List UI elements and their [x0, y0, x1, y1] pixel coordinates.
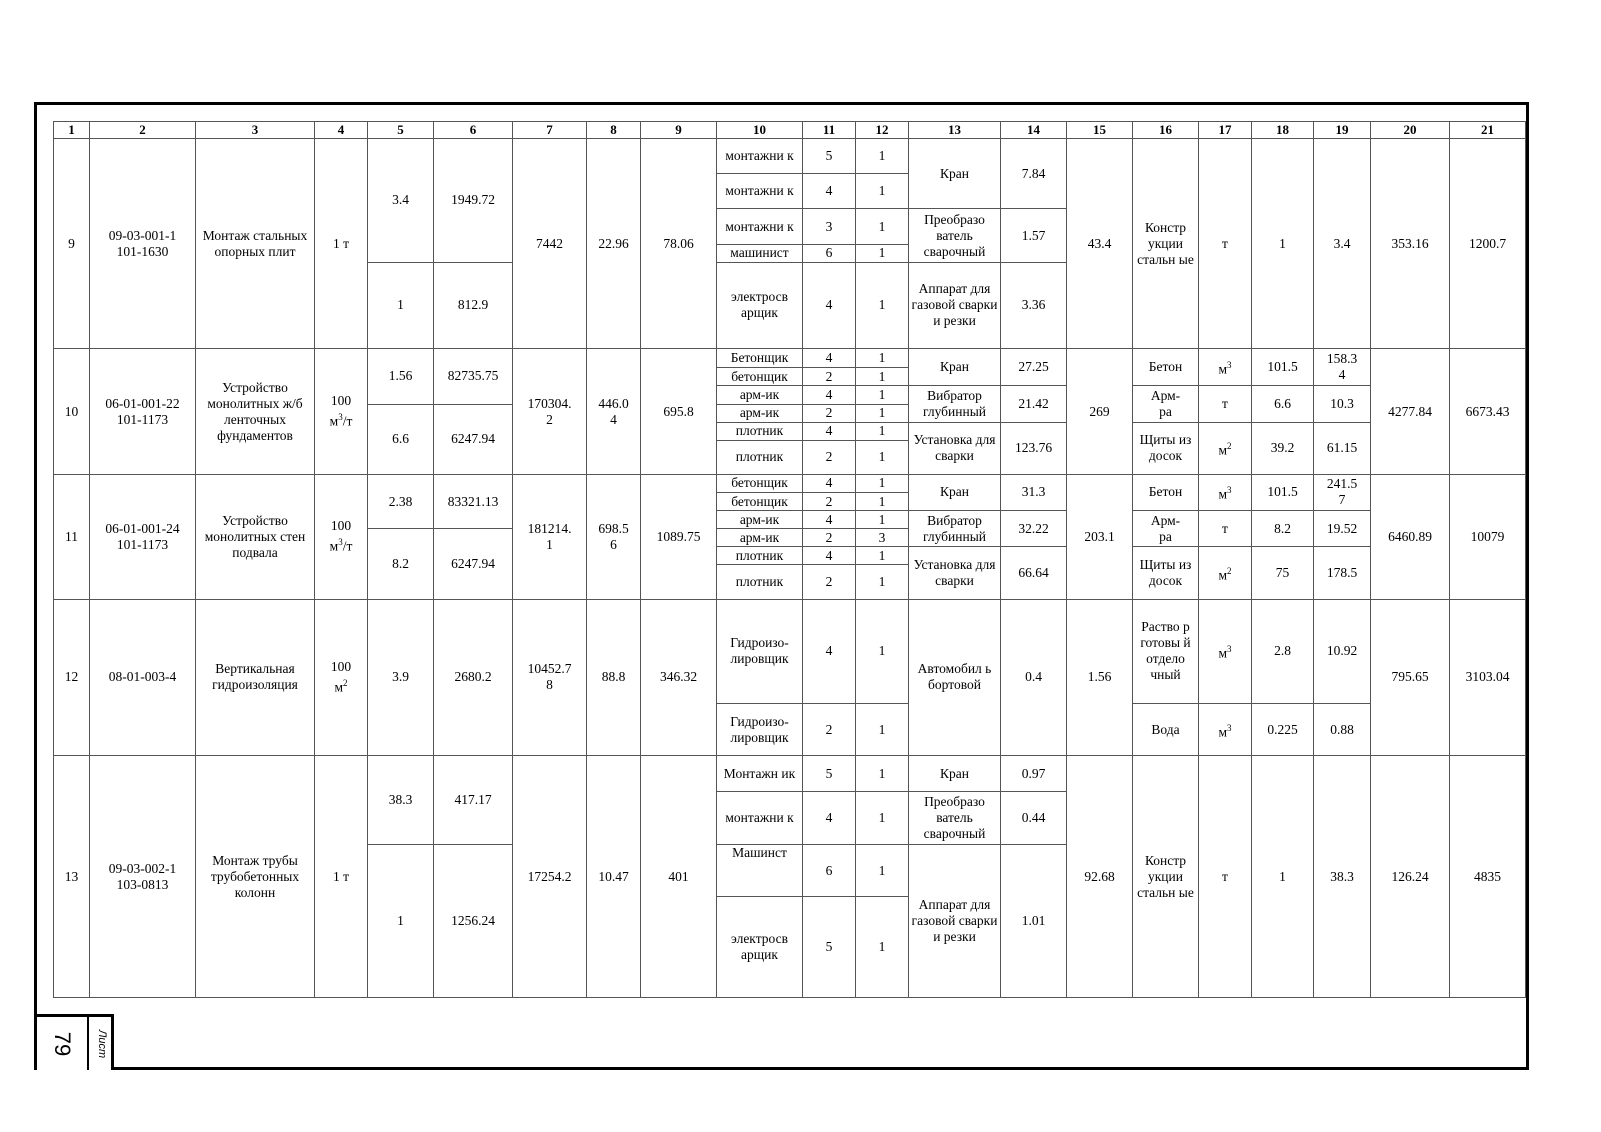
machine-value: 27.25 [1001, 349, 1067, 386]
col-header: 6 [434, 122, 513, 139]
col-header: 15 [1067, 122, 1133, 139]
col-header: 11 [803, 122, 856, 139]
machine-value: 7.84 [1001, 139, 1067, 209]
machine-name: Кран [909, 756, 1001, 791]
cell: 10.47 [587, 756, 641, 998]
cell: 3.4 [1314, 139, 1371, 349]
cell: 2680.2 [434, 599, 513, 756]
unit-symbol: м [1218, 724, 1228, 740]
sheet-label-cell [89, 1017, 114, 1070]
unit-exponent: 3 [338, 537, 343, 548]
worker-qty: 1 [856, 756, 909, 791]
worker-role: арм-ик [717, 529, 803, 547]
worker-grade: 4 [803, 349, 856, 368]
work-name: Устройство монолитных ж/б ленточных фундаментов [196, 349, 315, 475]
material-unit [1199, 422, 1252, 474]
machine-value: 1.57 [1001, 209, 1067, 262]
machine-value: 66.64 [1001, 547, 1067, 599]
worker-qty: 1 [856, 704, 909, 756]
cell: 1256.24 [434, 844, 513, 997]
unit-exponent: 2 [1227, 565, 1232, 576]
machine-value: 1.01 [1001, 844, 1067, 997]
worker-grade: 6 [803, 244, 856, 262]
machine-name: Преобразо ватель сварочный [909, 209, 1001, 262]
worker-role: Машинст [717, 844, 803, 896]
worker-grade: 2 [803, 704, 856, 756]
col-header: 14 [1001, 122, 1067, 139]
material-unit: т [1199, 511, 1252, 547]
col-header: 8 [587, 122, 641, 139]
rate-code: 09-03-001-1 101-1630 [90, 139, 196, 349]
unit-suffix: /т [342, 538, 353, 554]
col-header: 9 [641, 122, 717, 139]
worker-role: Монтажн ик [717, 756, 803, 791]
cell: 17254.2 [513, 756, 587, 998]
worker-grade: 6 [803, 844, 856, 896]
unit-symbol: м [329, 413, 339, 429]
sheet-label: Лист [95, 1029, 108, 1058]
worker-grade: 5 [803, 139, 856, 174]
cell: 101.5 [1252, 474, 1314, 510]
table-row [54, 599, 1526, 704]
cell: 38.3 [368, 756, 434, 844]
material-name: Констр укции стальн ые [1133, 756, 1199, 998]
sheet-stamp [34, 1014, 114, 1070]
worker-qty: 1 [856, 897, 909, 998]
col-header: 13 [909, 122, 1001, 139]
cell: 812.9 [434, 262, 513, 348]
col-header: 17 [1199, 122, 1252, 139]
col-header: 20 [1371, 122, 1450, 139]
worker-role: Бетонщик [717, 349, 803, 368]
worker-grade: 4 [803, 599, 856, 704]
machine-name: Кран [909, 474, 1001, 510]
worker-role: бетонщик [717, 474, 803, 492]
col-header: 2 [90, 122, 196, 139]
cell: 1 [1252, 139, 1314, 349]
cell: 6247.94 [434, 529, 513, 599]
cell: 88.8 [587, 599, 641, 756]
machine-name: Вибратор глубинный [909, 511, 1001, 547]
unit-number: 100 [330, 659, 352, 675]
worker-qty: 1 [856, 386, 909, 404]
worker-grade: 2 [803, 404, 856, 422]
cell: 6.6 [368, 404, 434, 474]
machine-name: Аппарат для газовой сварки и резки [909, 844, 1001, 997]
material-unit [1199, 704, 1252, 756]
cell: 353.16 [1371, 139, 1450, 349]
material-unit [1199, 349, 1252, 386]
unit-number: 100 [330, 518, 352, 534]
machine-name: Преобразо ватель сварочный [909, 791, 1001, 844]
material-unit: т [1199, 756, 1252, 998]
worker-role: монтажни к [717, 209, 803, 244]
cell: 158.3 4 [1314, 349, 1371, 386]
worker-grade: 2 [803, 529, 856, 547]
worker-role: плотник [717, 440, 803, 474]
worker-qty: 1 [856, 244, 909, 262]
unit-suffix: /т [342, 413, 353, 429]
row-number: 12 [54, 599, 90, 756]
machine-value: 31.3 [1001, 474, 1067, 510]
cell: 8.2 [368, 529, 434, 599]
unit-symbol: м [329, 538, 339, 554]
cell: 4835 [1450, 756, 1526, 998]
cell: 178.5 [1314, 547, 1371, 599]
worker-qty: 1 [856, 139, 909, 174]
cell: 3.9 [368, 599, 434, 756]
col-header: 7 [513, 122, 587, 139]
cell: 101.5 [1252, 349, 1314, 386]
worker-role: бетонщик [717, 492, 803, 510]
work-schedule-table-wrap [53, 121, 1525, 998]
unit-exponent: 3 [1227, 360, 1232, 371]
worker-qty: 1 [856, 209, 909, 244]
material-name: Арм- ра [1133, 511, 1199, 547]
machine-value: 3.36 [1001, 262, 1067, 348]
worker-qty: 1 [856, 599, 909, 704]
header-row [54, 122, 1526, 139]
unit-number: 100 [330, 393, 352, 409]
cell: 6460.89 [1371, 474, 1450, 599]
unit-exponent: 3 [1227, 485, 1232, 496]
machine-value: 123.76 [1001, 422, 1067, 474]
rate-code: 06-01-001-24 101-1173 [90, 474, 196, 599]
table-row [54, 756, 1526, 791]
cell: 0.88 [1314, 704, 1371, 756]
cell: 2.38 [368, 474, 434, 528]
unit [315, 349, 368, 475]
unit-exponent: 2 [1227, 441, 1232, 451]
material-unit: т [1199, 139, 1252, 349]
table-row [54, 139, 1526, 174]
worker-grade: 4 [803, 474, 856, 492]
unit: 1 т [315, 756, 368, 998]
worker-qty: 1 [856, 440, 909, 474]
material-name: Щиты из досок [1133, 422, 1199, 474]
worker-role: машинист [717, 244, 803, 262]
material-name: Щиты из досок [1133, 547, 1199, 599]
material-name: Раство р готовы й отдело чный [1133, 599, 1199, 704]
col-header: 3 [196, 122, 315, 139]
worker-qty: 1 [856, 262, 909, 348]
cell: 1.56 [1067, 599, 1133, 756]
worker-grade: 3 [803, 209, 856, 244]
worker-grade: 5 [803, 897, 856, 998]
cell: 3103.04 [1450, 599, 1526, 756]
worker-grade: 4 [803, 422, 856, 440]
cell: 0.225 [1252, 704, 1314, 756]
cell: 6247.94 [434, 404, 513, 474]
worker-qty: 1 [856, 844, 909, 896]
machine-name: Установка для сварки [909, 422, 1001, 474]
cell: 181214. 1 [513, 474, 587, 599]
col-header: 19 [1314, 122, 1371, 139]
worker-role: Гидроизо- лировщик [717, 704, 803, 756]
worker-grade: 5 [803, 756, 856, 791]
worker-role: плотник [717, 422, 803, 440]
machine-value: 0.44 [1001, 791, 1067, 844]
machine-name: Кран [909, 139, 1001, 209]
worker-role: монтажни к [717, 174, 803, 209]
worker-role: плотник [717, 565, 803, 599]
cell: 1 [368, 844, 434, 997]
worker-role: арм-ик [717, 386, 803, 404]
col-header: 18 [1252, 122, 1314, 139]
machine-name: Установка для сварки [909, 547, 1001, 599]
unit-symbol: м [1218, 645, 1228, 661]
machine-value: 0.97 [1001, 756, 1067, 791]
cell: 795.65 [1371, 599, 1450, 756]
worker-grade: 4 [803, 547, 856, 565]
worker-qty: 1 [856, 404, 909, 422]
cell: 3.4 [368, 139, 434, 263]
worker-qty: 1 [856, 474, 909, 492]
sheet-number-cell [37, 1017, 89, 1070]
work-name: Вертикальная гидроизоляция [196, 599, 315, 756]
worker-role: бетонщик [717, 368, 803, 386]
material-name: Арм- ра [1133, 386, 1199, 422]
worker-role: арм-ик [717, 404, 803, 422]
machine-value: 21.42 [1001, 386, 1067, 422]
worker-role: плотник [717, 547, 803, 565]
material-name: Вода [1133, 704, 1199, 756]
unit [315, 599, 368, 756]
worker-qty: 1 [856, 547, 909, 565]
cell: 39.2 [1252, 422, 1314, 474]
machine-value: 0.4 [1001, 599, 1067, 756]
cell: 75 [1252, 547, 1314, 599]
cell: 10.3 [1314, 386, 1371, 422]
cell: 1089.75 [641, 474, 717, 599]
col-header: 1 [54, 122, 90, 139]
cell: 92.68 [1067, 756, 1133, 998]
worker-role: электросв арщик [717, 897, 803, 998]
cell: 346.32 [641, 599, 717, 756]
material-unit [1199, 547, 1252, 599]
cell: 126.24 [1371, 756, 1450, 998]
cell: 1949.72 [434, 139, 513, 263]
unit-exponent: 2 [343, 678, 348, 689]
machine-name: Вибратор глубинный [909, 386, 1001, 422]
material-unit [1199, 599, 1252, 704]
unit-symbol: м [1218, 486, 1228, 502]
cell: 203.1 [1067, 474, 1133, 599]
worker-grade: 4 [803, 386, 856, 404]
cell: 78.06 [641, 139, 717, 349]
cell: 417.17 [434, 756, 513, 844]
worker-role: Гидроизо- лировщик [717, 599, 803, 704]
cell: 1.56 [368, 349, 434, 404]
cell: 22.96 [587, 139, 641, 349]
machine-value: 32.22 [1001, 511, 1067, 547]
col-header: 4 [315, 122, 368, 139]
row-number: 10 [54, 349, 90, 475]
worker-role: монтажни к [717, 791, 803, 844]
rate-code: 06-01-001-22 101-1173 [90, 349, 196, 475]
cell: 6.6 [1252, 386, 1314, 422]
cell: 4277.84 [1371, 349, 1450, 475]
cell: 61.15 [1314, 422, 1371, 474]
cell: 10.92 [1314, 599, 1371, 704]
cell: 401 [641, 756, 717, 998]
unit: 1 т [315, 139, 368, 349]
table-row [54, 474, 1526, 492]
col-header: 10 [717, 122, 803, 139]
col-header: 5 [368, 122, 434, 139]
worker-role: арм-ик [717, 511, 803, 529]
cell: 10079 [1450, 474, 1526, 599]
machine-name: Автомобил ь бортовой [909, 599, 1001, 756]
machine-name: Кран [909, 349, 1001, 386]
unit [315, 474, 368, 599]
unit-symbol: м [334, 679, 344, 695]
worker-grade: 2 [803, 440, 856, 474]
machine-name: Аппарат для газовой сварки и резки [909, 262, 1001, 348]
worker-qty: 1 [856, 565, 909, 599]
cell: 241.5 7 [1314, 474, 1371, 510]
work-name: Монтаж стальных опорных плит [196, 139, 315, 349]
cell: 1 [1252, 756, 1314, 998]
material-unit [1199, 474, 1252, 510]
cell: 43.4 [1067, 139, 1133, 349]
cell: 38.3 [1314, 756, 1371, 998]
worker-qty: 1 [856, 349, 909, 368]
cell: 1 [368, 262, 434, 348]
cell: 8.2 [1252, 511, 1314, 547]
worker-grade: 2 [803, 492, 856, 510]
worker-role: монтажни к [717, 139, 803, 174]
row-number: 11 [54, 474, 90, 599]
cell: 7442 [513, 139, 587, 349]
unit-symbol: м [1218, 442, 1228, 458]
worker-qty: 1 [856, 368, 909, 386]
row-number: 13 [54, 756, 90, 998]
row-number: 9 [54, 139, 90, 349]
cell: 6673.43 [1450, 349, 1526, 475]
material-name: Бетон [1133, 474, 1199, 510]
unit-exponent: 3 [1227, 722, 1232, 733]
material-unit: т [1199, 386, 1252, 422]
worker-qty: 1 [856, 174, 909, 209]
table-row [54, 349, 1526, 368]
col-header: 12 [856, 122, 909, 139]
material-name: Констр укции стальн ые [1133, 139, 1199, 349]
unit-symbol: м [1218, 567, 1228, 583]
cell: 170304. 2 [513, 349, 587, 475]
worker-role: электросв арщик [717, 262, 803, 348]
cell: 10452.7 8 [513, 599, 587, 756]
material-name: Бетон [1133, 349, 1199, 386]
cell: 83321.13 [434, 474, 513, 528]
worker-grade: 2 [803, 565, 856, 599]
unit-exponent: 3 [1227, 644, 1232, 655]
rate-code: 09-03-002-1 103-0813 [90, 756, 196, 998]
unit-exponent: 3 [338, 412, 343, 423]
col-header: 16 [1133, 122, 1199, 139]
worker-qty: 1 [856, 791, 909, 844]
rate-code: 08-01-003-4 [90, 599, 196, 756]
worker-grade: 4 [803, 174, 856, 209]
worker-qty: 1 [856, 492, 909, 510]
cell: 446.0 4 [587, 349, 641, 475]
cell: 1200.7 [1450, 139, 1526, 349]
worker-qty: 1 [856, 422, 909, 440]
worker-grade: 4 [803, 262, 856, 348]
cell: 695.8 [641, 349, 717, 475]
work-name: Монтаж трубы трубобетонных колонн [196, 756, 315, 998]
cell: 19.52 [1314, 511, 1371, 547]
cell: 698.5 6 [587, 474, 641, 599]
cell: 82735.75 [434, 349, 513, 404]
sheet-number: 79 [50, 1031, 75, 1056]
worker-qty: 3 [856, 529, 909, 547]
cell: 2.8 [1252, 599, 1314, 704]
work-schedule-table [53, 121, 1526, 998]
worker-grade: 4 [803, 511, 856, 529]
cell: 269 [1067, 349, 1133, 475]
worker-grade: 4 [803, 791, 856, 844]
col-header: 21 [1450, 122, 1526, 139]
worker-qty: 1 [856, 511, 909, 529]
work-name: Устройство монолитных стен подвала [196, 474, 315, 599]
unit-symbol: м [1218, 361, 1228, 377]
worker-grade: 2 [803, 368, 856, 386]
